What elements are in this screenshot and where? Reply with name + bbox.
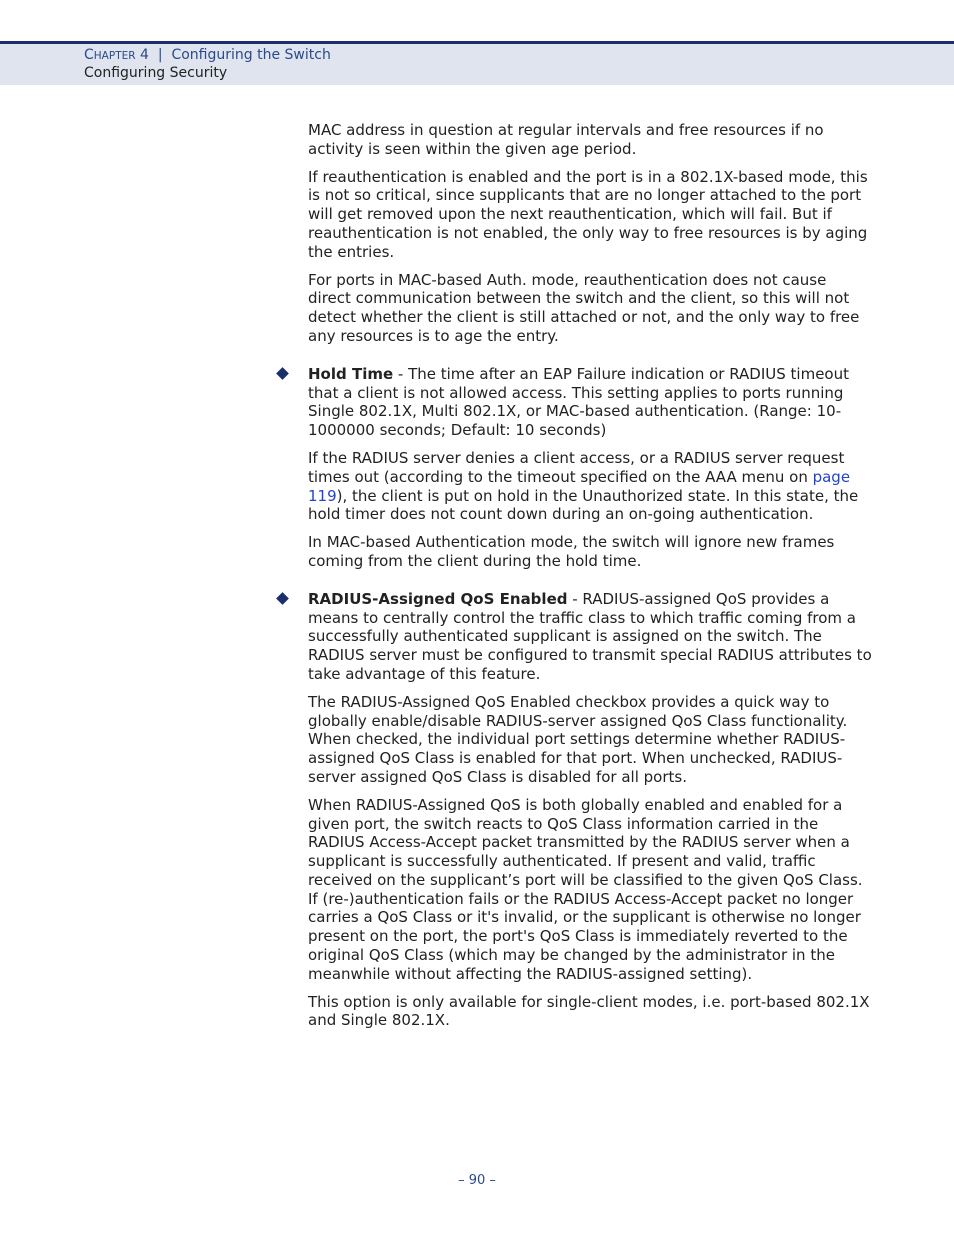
radius-qos-term: RADIUS-Assigned QoS Enabled — [308, 589, 568, 608]
hold-time-text-before-link: If the RADIUS server denies a client access, or a RADIUS server request times out (according to the timeout specified on the AAA menu on — [308, 448, 845, 486]
radius-qos-paragraph-4: This option is only available for single-client modes, i.e. port-based 802.1X and Single 802.1X. — [308, 992, 870, 1030]
chapter-label-initial: C — [84, 47, 94, 63]
chapter-heading — [84, 47, 331, 63]
page-119-link[interactable]: page 119 — [308, 467, 851, 505]
page-number: – 90 – — [458, 1173, 496, 1188]
intro-paragraph-2: If reauthentication is enabled and the port is in a 802.1X-based mode, this is not so critical, since supplicants that are no longer attached to the port will get removed upon the next reauthentication, which will fail. But if reauthentication is not enabled, the only way to free resources is by aging the entries. — [308, 167, 868, 261]
intro-paragraph-3: For ports in MAC-based Auth. mode, reauthentication does not cause direct communication between the switch and the client, so this will not detect whether the client is still attached or not, and the only way to free any resources is to age the entry. — [308, 270, 860, 345]
radius-qos-item — [308, 590, 873, 1031]
hold-time-paragraph-3: In MAC-based Authentication mode, the switch will ignore new frames coming from the client during the hold time. — [308, 533, 835, 570]
page-header — [0, 41, 954, 85]
radius-qos-description: - RADIUS-assigned QoS provides a means to centrally control the traffic class to which traffic coming from a successfully authenticated supplicant is assigned on the switch. The RADIUS server must be configured to transmit special RADIUS attributes to take advantage of this feature. — [308, 589, 872, 683]
hold-time-description: - The time after an EAP Failure indication or RADIUS timeout that a client is not allowed access. This setting applies to ports running Single 802.1X, Multi 802.1X, or MAC-based authentication. (Range: 10-1000000 seconds; Default: 10 seconds) — [308, 364, 849, 440]
chapter-label-rest: HAPTER — [93, 50, 136, 62]
body-content — [308, 121, 873, 1039]
radius-qos-paragraph-3: When RADIUS-Assigned QoS is both globally enabled and enabled for a given port, the switch reacts to QoS Class information carried in the RADIUS Access-Accept packet transmitted by the RADIUS server when a supplicant is successfully authenticated. If present and valid, traffic received on the supplicant’s port will be classified to the given QoS Class. If (re-)authentication fails or the RADIUS Access-Accept packet no longer carries a QoS Class or it's invalid, or the supplicant is otherwise no longer present on the port, the port's QoS Class is immediately reverted to the original QoS Class (which may be changed by the administrator in the meanwhile without affecting the RADIUS-assigned setting). — [308, 795, 863, 983]
hold-time-text-after-link: ), the client is put on hold in the Unauthorized state. In this state, the hold timer does not count down during an on-going authentication. — [308, 486, 859, 524]
intro-paragraph-1: MAC address in question at regular intervals and free resources if no activity is seen within the given age period. — [308, 121, 824, 158]
radius-qos-paragraph-2: The RADIUS-Assigned QoS Enabled checkbox provides a quick way to globally enable/disable RADIUS-server assigned QoS Class functionality. When checked, the individual port settings determine whether RADIUS-assigned QoS Class is enabled for that port. When unchecked, RADIUS-server assigned QoS Class is disabled for all ports. — [308, 692, 848, 786]
radius-qos-definition — [308, 590, 873, 684]
diamond-bullet-icon — [276, 367, 289, 380]
diamond-bullet-icon — [276, 592, 289, 605]
hold-time-term: Hold Time — [308, 364, 394, 383]
section-title: Configuring Security — [84, 65, 228, 81]
hold-time-item — [308, 365, 873, 571]
hold-time-paragraph-2 — [308, 449, 873, 524]
header-separator: | — [157, 47, 163, 63]
chapter-title: Configuring the Switch — [171, 47, 331, 63]
chapter-number: 4 — [140, 47, 149, 63]
hold-time-definition — [308, 365, 873, 440]
